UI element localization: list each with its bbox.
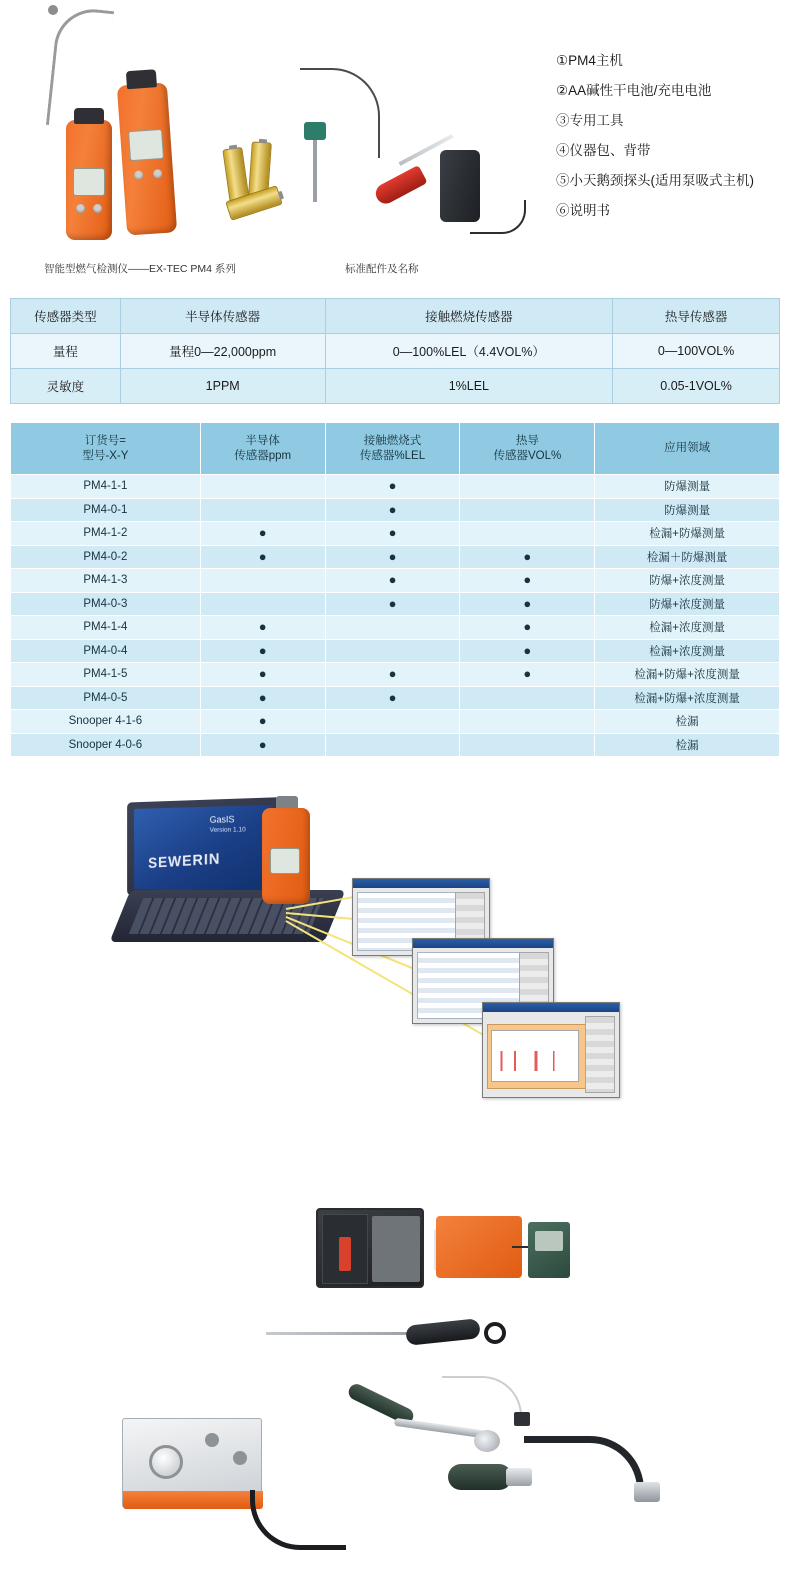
orange-module-icon [436,1216,522,1278]
probe-head-icon [304,122,326,140]
probe-grip [405,1318,481,1346]
cell-model: PM4-1-2 [11,522,201,546]
table-row [11,616,780,640]
detector-button [93,204,102,213]
chart-trace [494,1051,578,1071]
cell-thermal [460,710,595,734]
cell-application: 防爆+浓度测量 [595,569,780,593]
window-titlebar [413,939,553,948]
detector-button [153,169,163,179]
cell-application: 检漏+防爆+浓度测量 [595,686,780,710]
cell-application: 检漏+浓度测量 [595,639,780,663]
pressure-gauge-icon [149,1445,183,1479]
probe-stem-icon [313,140,317,202]
column-header-catalytic [325,423,460,475]
cell-semiconductor [200,639,325,663]
column-header-semiconductor [200,423,325,475]
availability-dot-icon: ● [523,619,532,635]
availability-dot-icon: ● [523,548,532,564]
table-row [11,592,780,616]
spec-cell: 0—100%LEL（4.4VOL%） [325,334,613,369]
brand-logo: SEWERIN [148,850,221,872]
case-lid [322,1214,368,1284]
detector-unit-software [262,808,310,904]
availability-dot-icon: ● [258,689,267,705]
measurement-chart [491,1030,579,1082]
product-photo-section [0,0,790,285]
availability-dot-icon: ● [258,525,267,541]
spec-cell: 1%LEL [325,369,613,404]
cell-thermal [460,686,595,710]
cell-thermal [460,639,595,663]
green-module-icon [528,1222,570,1278]
legend-item-4: ④仪器包、背带 [556,143,651,158]
probe-head [448,1464,512,1490]
detector-cap-icon [74,108,104,124]
test-pump-icon [122,1418,262,1508]
caption-product-name: 智能型燃气检测仪——EX-TEC PM4 系列 [44,263,236,275]
table-row [11,475,780,499]
spec-cell: 接触燃烧传感器 [325,299,613,334]
cell-catalytic [325,663,460,687]
detector-button [134,170,144,180]
table-row [11,710,780,734]
legend-item-1: ①PM4主机 [556,53,623,68]
header-line: 型号-X-Y [82,449,129,462]
cell-model: PM4-1-4 [11,616,201,640]
cell-semiconductor [200,710,325,734]
software-scene-section [0,790,790,1135]
availability-dot-icon: ● [523,572,532,588]
legend-item-6: ⑥说明书 [556,203,610,218]
availability-dot-icon: ● [523,666,532,682]
cell-semiconductor [200,498,325,522]
header-line: 接触燃烧式 [363,434,422,447]
availability-dot-icon: ● [258,736,267,752]
detector-cap-icon [126,69,157,89]
software-version: Version 1.10 [209,826,246,834]
legend-item-2: ②AA碱性干电池/充电电池 [556,83,712,98]
cell-model: PM4-1-5 [11,663,201,687]
detector-button [76,204,85,213]
laptop-screen [134,805,273,893]
cell-catalytic [325,616,460,640]
spec-cell: 0.05-1VOL% [613,369,780,404]
legend-item-5: ⑤小天鹅颈探头(适用泵吸式主机) [556,173,754,188]
cell-thermal [460,663,595,687]
software-window-chart [482,1002,620,1098]
cell-thermal [460,616,595,640]
pump-knob [233,1451,247,1465]
cell-semiconductor [200,522,325,546]
pump-hose [250,1490,346,1550]
header-line: 应用领域 [664,442,711,454]
cell-thermal [460,733,595,757]
cell-thermal [460,592,595,616]
probe-connector [634,1482,660,1502]
spec-cell: 传感器类型 [11,299,121,334]
spec-cell: 热导传感器 [613,299,780,334]
cell-application: 防爆+浓度测量 [595,592,780,616]
column-header-thermal [460,423,595,475]
spec-cell: 量程 [11,334,121,369]
header-line: 订货号= [84,434,126,447]
bar-hole-probe-icon [266,1330,514,1336]
cell-thermal [460,475,595,499]
cell-semiconductor [200,592,325,616]
header-line: 半导体 [245,434,280,447]
probe-ring [484,1322,506,1344]
cell-semiconductor [200,686,325,710]
probe-wand-icon [300,68,380,158]
cell-application: 检漏+防爆+浓度测量 [595,663,780,687]
detector-display [73,168,105,196]
probe-tip-icon [48,5,58,15]
carry-case-icon [316,1208,424,1288]
table-row [11,334,780,369]
spec-cell: 1PPM [120,369,325,404]
spec-cell: 0—100VOL% [613,334,780,369]
cell-application: 检漏 [595,733,780,757]
cell-application: 防爆测量 [595,475,780,499]
probe-tip [506,1468,532,1486]
window-body [483,1012,619,1097]
availability-dot-icon: ● [258,642,267,658]
pump-base [123,1491,263,1509]
window-titlebar [353,879,489,888]
cell-catalytic [325,639,460,663]
table-header-row [11,423,780,475]
cell-thermal [460,545,595,569]
availability-dot-icon: ● [258,666,267,682]
cell-catalytic [325,498,460,522]
cell-catalytic [325,545,460,569]
legend-list [556,46,786,226]
availability-dot-icon: ● [388,595,397,611]
cell-model: PM4-1-3 [11,569,201,593]
software-title: GasIS [209,814,235,825]
window-sidebar [585,1016,615,1093]
cell-catalytic [325,522,460,546]
cell-semiconductor [200,733,325,757]
probe-tube [394,1418,484,1438]
cell-application: 防爆测量 [595,498,780,522]
probe-connector [514,1412,530,1426]
header-line: 传感器ppm [234,449,292,462]
cell-catalytic [325,710,460,734]
cell-thermal [460,522,595,546]
screwdriver-icon [372,165,427,207]
cell-model: Snooper 4-1-6 [11,710,201,734]
availability-dot-icon: ● [523,642,532,658]
availability-dot-icon: ● [388,666,397,682]
cell-model: PM4-0-2 [11,545,201,569]
cell-application: 检漏 [595,710,780,734]
availability-dot-icon: ● [388,478,397,494]
table-row [11,733,780,757]
availability-dot-icon: ● [258,713,267,729]
column-header-order-number [11,423,201,475]
accessories-photo-section [0,1160,790,1578]
table-row [11,686,780,710]
probe-rod [266,1332,416,1335]
cell-semiconductor [200,475,325,499]
availability-dot-icon: ● [388,689,397,705]
case-foam-insert [372,1216,420,1282]
availability-dot-icon: ● [388,525,397,541]
column-header-application [595,423,780,475]
availability-dot-icon: ● [523,595,532,611]
cell-model: PM4-1-1 [11,475,201,499]
spec-cell: 半导体传感器 [120,299,325,334]
table-row [11,639,780,663]
sensor-spec-table [10,298,780,404]
cell-catalytic [325,475,460,499]
cell-catalytic [325,733,460,757]
window-titlebar [483,1003,619,1012]
cell-catalytic [325,686,460,710]
availability-dot-icon: ● [258,548,267,564]
carpet-probe-icon [448,1442,668,1532]
cell-model: PM4-0-5 [11,686,201,710]
cell-semiconductor [200,545,325,569]
model-matrix-table [10,422,780,757]
laptop-lid [127,797,281,901]
table-row [11,299,780,334]
availability-dot-icon: ● [388,548,397,564]
shoulder-strap-icon [470,200,526,234]
cell-model: PM4-0-4 [11,639,201,663]
cell-model: Snooper 4-0-6 [11,733,201,757]
spec-cell: 量程0—22,000ppm [120,334,325,369]
cell-thermal [460,498,595,522]
pump-knob [205,1433,219,1447]
detector-unit-a [66,120,112,240]
availability-dot-icon: ● [388,572,397,588]
cell-semiconductor [200,616,325,640]
cell-model: PM4-0-1 [11,498,201,522]
legend-item-3: ③专用工具 [556,113,624,128]
availability-dot-icon: ● [388,501,397,517]
cell-thermal [460,569,595,593]
detector-display [270,848,300,874]
cell-application: 检漏＋防爆测量 [595,545,780,569]
case-tool-red [339,1237,351,1271]
table-row [11,569,780,593]
spec-cell: 灵敏度 [11,369,121,404]
cell-application: 检漏+浓度测量 [595,616,780,640]
detector-display [128,129,164,161]
table-row [11,498,780,522]
header-line: 热导 [515,434,539,447]
header-line: 传感器VOL% [493,449,562,462]
table-row [11,663,780,687]
cell-semiconductor [200,569,325,593]
table-row [11,545,780,569]
cell-semiconductor [200,663,325,687]
cell-application: 检漏+防爆测量 [595,522,780,546]
availability-dot-icon: ● [258,619,267,635]
cell-catalytic [325,592,460,616]
probe-hose [524,1436,644,1490]
detector-unit-b [117,82,177,235]
probe-wire [442,1376,522,1420]
table-row [11,522,780,546]
header-line: 传感器%LEL [359,449,426,462]
cell-catalytic [325,569,460,593]
cell-model: PM4-0-3 [11,592,201,616]
caption-accessories: 标准配件及名称 [345,263,419,275]
table-row [11,369,780,404]
